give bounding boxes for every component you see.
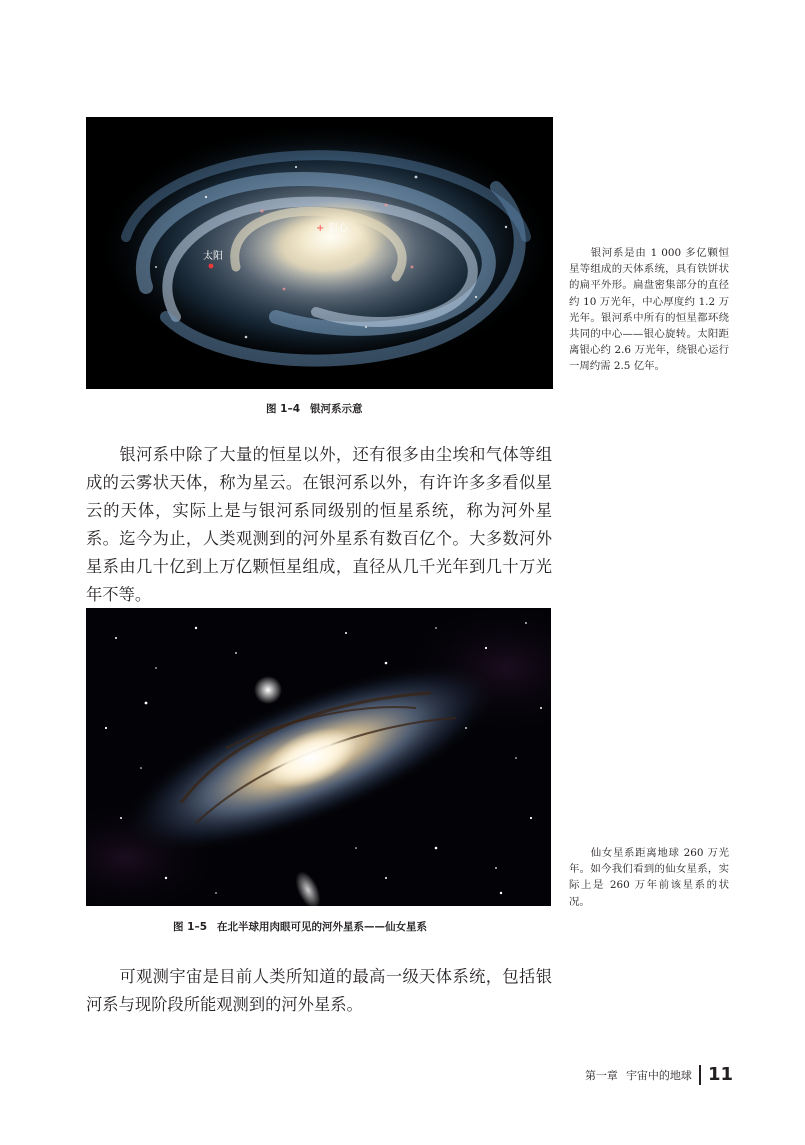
figure4-side-note: 银河系是由 1 000 多亿颗恒星等组成的天体系统，具有铁饼状的扁平外形。扁盘密集部分的直径约 10 万光年，中心厚度约 1.2 万光年。银河系中所有的恒星都环绕共同的中心——银心旋转。太阳距离银心约 2.6 万光年，绕银心运行一周约需 2.5 亿年。 — [569, 247, 729, 373]
figure5-caption — [173, 919, 427, 934]
body-paragraph-1: 银河系中除了大量的恒星以外，还有很多由尘埃和气体等组成的云雾状天体，称为星云。在银河系以外，有许许多多看似星云的天体，实际上是与银河系同级别的恒星系统，称为河外星系。迄今为止，人类观测到的河外星系有数百亿个。大多数河外星系由几十亿到上万亿颗恒星组成，直径从几千光年到几十万光年不等。 — [86, 445, 552, 604]
milky-way-figure — [86, 117, 553, 389]
milky-way-illustration — [86, 117, 553, 389]
figure4-caption — [266, 401, 363, 416]
figure4-caption-title: 银河系示意 — [310, 403, 363, 415]
andromeda-figure — [86, 608, 551, 906]
figure4-caption-number: 图 1–4 — [266, 403, 301, 415]
chapter-title: 宇宙中的地球 — [625, 1068, 692, 1082]
andromeda-photo — [86, 608, 551, 906]
sun-marker — [209, 264, 214, 269]
page-footer — [585, 1064, 733, 1085]
footer-divider — [699, 1065, 701, 1085]
page-number: 11 — [707, 1064, 733, 1085]
sun-label: 太阳 — [203, 251, 223, 262]
figure5-caption-title: 在北半球用肉眼可见的河外星系——仙女星系 — [217, 921, 428, 933]
figure5-side-note: 仙女星系距离地球 260 万光年。如今我们看到的仙女星系，实际上是 260 万年前该星系的状况。 — [569, 847, 729, 908]
galactic-center-marker: + — [316, 223, 325, 234]
galactic-center-label: 银心 — [328, 223, 348, 234]
chapter-number: 第一章 — [584, 1068, 618, 1082]
body-paragraph-2: 可观测宇宙是目前人类所知道的最高一级天体系统，包括银河系与现阶段所能观测到的河外星系。 — [86, 967, 552, 1014]
figure5-caption-number: 图 1–5 — [173, 921, 208, 933]
